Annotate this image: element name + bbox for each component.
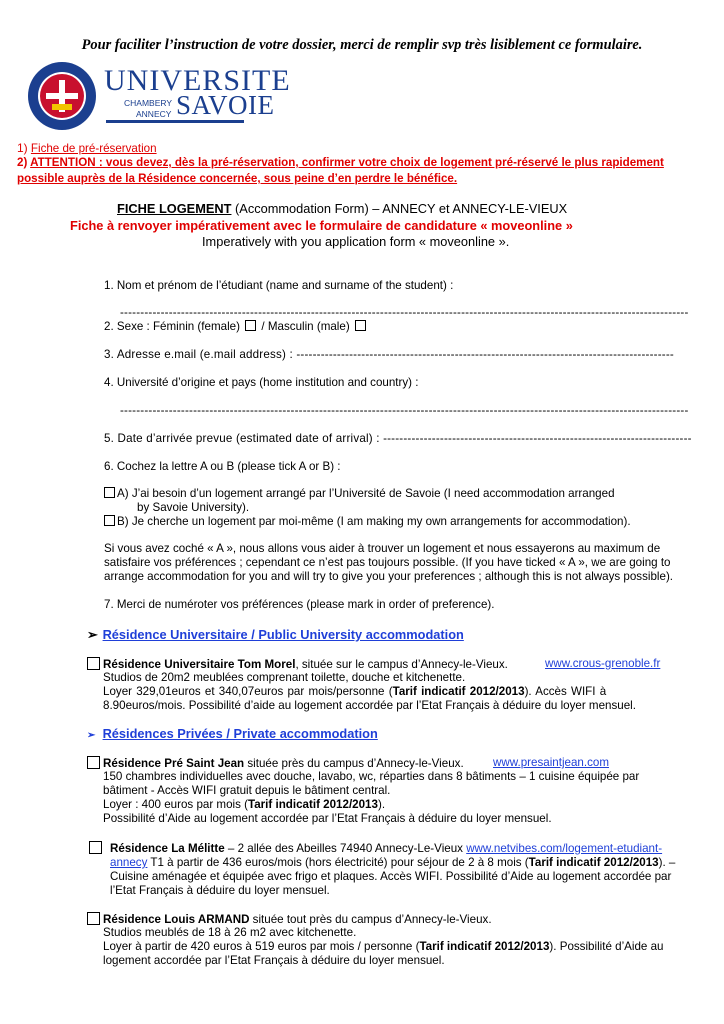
intro-text: Pour faciliter l’instruction de votre dossier, merci de remplir svp très lisiblement ce formulaire. (81, 37, 643, 53)
question-4: 4. Université d’origine et pays (home institution and country) : (104, 376, 419, 389)
male-checkbox[interactable] (355, 320, 366, 331)
if-a-text-2: satisfaire vos préférences ; cependant ce n’est pas toujours possible. (If you have ticked « A », we are going to (104, 556, 671, 569)
tom-morel-line-1: Résidence Universitaire Tom Morel, située sur le campus d’Annecy-le-Vieux. (87, 657, 508, 671)
logo-underline (106, 120, 244, 123)
melitte-line-4: l’Etat Français à déduire du loyer mensuel. (110, 884, 330, 897)
louis-armand-line-2: Studios meublés de 18 à 26 m2 avec kitchenette. (103, 926, 357, 939)
logo-universite: UNIVERSITE (104, 64, 291, 97)
pre-saint-jean-line-1: Résidence Pré Saint Jean située près du campus d’Annecy-le-Vieux. (87, 756, 464, 770)
form-subtitle-en: Imperatively with you application form « moveonline ». (202, 234, 510, 249)
logo-annecy: ANNECY (136, 109, 172, 119)
louis-armand-line-4: logement accordée par l’Etat Français à déduire du loyer mensuel. (103, 954, 445, 967)
melitte-line-1: Résidence La Mélitte – 2 allée des Abeilles 74940 Annecy-Le-Vieux www.netvibes.com/logement-etudiant- (89, 841, 662, 855)
tom-morel-link[interactable]: www.crous-grenoble.fr (545, 657, 661, 670)
notice-item-2-cont: possible auprès de la Résidence concernée, sous peine d’en perdre le bénéfice. (17, 172, 458, 185)
if-a-text-3: arrange accommodation for you and will try to give you your preferences ; although this is not always possible). (104, 570, 674, 583)
arrow-bullet-icon: ➢ (87, 730, 96, 741)
female-checkbox[interactable] (245, 320, 256, 331)
logo-savoie: SAVOIE (176, 90, 275, 120)
university-logo (26, 60, 291, 132)
question-7: 7. Merci de numéroter vos préférences (please mark in order of preference). (104, 598, 495, 611)
question-5[interactable]: 5. Date d’arrivée prevue (estimated date of arrival) : ---------------------------------------------------------------------------- (104, 432, 692, 445)
melitte-line-3: Cuisine aménagée et équipée avec frigo et plaques. Accès WIFI. Possibilité d’Aide au logement accordée par (110, 870, 672, 883)
name-entry-line[interactable]: -------------------------------------------------------------------------------------------------------------------------------------------- (120, 306, 689, 319)
institution-entry-line[interactable]: -------------------------------------------------------------------------------------------------------------------------------------------- (120, 404, 689, 417)
option-a-cont: by Savoie University). (137, 501, 250, 514)
option-b-checkbox[interactable] (104, 515, 115, 526)
question-6: 6. Cochez la lettre A ou B (please tick A or B) : (104, 460, 341, 473)
tom-morel-line-2: Studios de 20m2 meublées comprenant toilette, douche et kitchenette. (103, 671, 466, 684)
pre-saint-jean-link[interactable]: www.presaintjean.com (493, 756, 609, 769)
option-a-checkbox[interactable] (104, 487, 115, 498)
tom-morel-line-4: 8.90euros/mois. Possibilité d’aide au logement accordée par l’Etat Français à déduire du loyer mensuel. (103, 699, 636, 712)
question-2: 2. Sexe : Féminin (female) / Masculin (male) (104, 320, 368, 333)
notice-item-2: 2) ATTENTION : vous devez, dès la pré-réservation, confirmer votre choix de logement pré-réservé le plus rapidement (17, 156, 664, 169)
pre-saint-jean-line-4: Loyer : 400 euros par mois (Tarif indicatif 2012/2013). (103, 798, 386, 811)
option-a: A) J’ai besoin d’un logement arrangé par l’Université de Savoie (I need accommodation arranged (104, 487, 615, 500)
pre-saint-jean-checkbox[interactable] (87, 756, 100, 769)
form-title: FICHE LOGEMENT (Accommodation Form) – ANNECY et ANNECY-LE-VIEUX (117, 201, 568, 216)
if-a-text-1: Si vous avez coché « A », nous allons vous aider à trouver un logement et nous essayerons au maximum de (104, 542, 661, 555)
arrow-bullet-icon: ➢ (87, 627, 98, 642)
pre-saint-jean-line-2: 150 chambres individuelles avec douche, lavabo, wc, réparties dans 8 bâtiments – 1 cuisine équipée par (103, 770, 640, 783)
logo-chambery: CHAMBERY (124, 98, 173, 108)
louis-armand-line-3: Loyer à partir de 420 euros à 519 euros par mois / personne (Tarif indicatif 2012/2013). Possibilité d’Aide au (103, 940, 664, 953)
pre-saint-jean-line-5: Possibilité d’Aide au logement accordée par l’Etat Français à déduire du loyer mensuel. (103, 812, 552, 825)
melitte-link[interactable]: www.netvibes.com/logement-etudiant- (466, 842, 663, 855)
tom-morel-checkbox[interactable] (87, 657, 100, 670)
melitte-line-2: annecy T1 à partir de 436 euros/mois (hors électricité) pour séjour de 2 à 8 mois (Tarif indicatif 2012/2013). – (110, 856, 676, 869)
melitte-link-cont[interactable]: annecy (110, 856, 148, 869)
question-1: 1. Nom et prénom de l’étudiant (name and surname of the student) : (104, 279, 454, 292)
option-b: B) Je cherche un logement par moi-même (I am making my own arrangements for accommodation). (104, 515, 631, 528)
section-public-title: ➢ Résidence Universitaire / Public University accommodation (87, 627, 464, 642)
tom-morel-line-3: Loyer 329,01euros et 340,07euros par mois/personne (Tarif indicatif 2012/2013). Accès WIFI à (103, 685, 607, 698)
question-3[interactable]: 3. Adresse e.mail (e.mail address) : --------------------------------------------------------------------------------------------- (104, 348, 674, 361)
melitte-checkbox[interactable] (89, 841, 102, 854)
notice-item-1: 1) Fiche de pré-réservation (17, 141, 157, 155)
form-subtitle-red: Fiche à renvoyer impérativement avec le formulaire de candidature « moveonline » (70, 218, 573, 233)
louis-armand-line-1: Résidence Louis ARMAND située tout près du campus d’Annecy-le-Vieux. (87, 912, 492, 926)
section-private-title: ➢ Résidences Privées / Private accommodation (87, 726, 378, 741)
pre-saint-jean-line-3: bâtiment - Accès WIFI gratuit depuis le bâtiment central. (103, 784, 391, 797)
university-seal-icon (26, 60, 98, 132)
louis-armand-checkbox[interactable] (87, 912, 100, 925)
